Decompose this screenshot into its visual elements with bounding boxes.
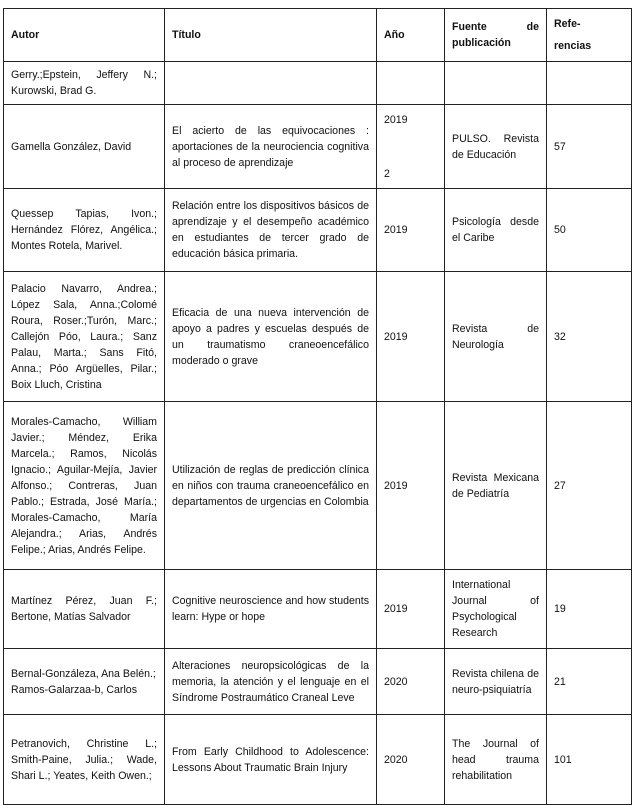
header-autor: Autor: [4, 9, 165, 62]
cell-fuente: The Journal of head trauma rehabilitation: [445, 715, 547, 805]
cell-titulo: El acierto de las equivocaciones : aportaciones de la neurociencia cognitiva al proceso de aprendizaje: [165, 105, 377, 189]
header-anio: Año: [377, 9, 445, 62]
cell-fuente: [445, 62, 547, 105]
table-row: [4, 272, 632, 402]
header-referencias: [547, 9, 632, 62]
header-refs-2: rencias: [554, 40, 592, 52]
cell-autor: Gamella González, David: [4, 105, 165, 189]
cell-titulo: Eficacia de una nueva intervención de apoyo a padres y escuelas después de un traumatismo craneoencefálico moderado o grave: [165, 272, 377, 402]
cell-refs: [547, 62, 632, 105]
table-row: [4, 105, 632, 189]
cell-autor: Gerry.;Epstein, Jeffery N.; Kurowski, Brad G.: [4, 62, 165, 105]
cell-refs: 32: [547, 272, 632, 402]
cell-fuente: PULSO. Revista de Educación: [445, 105, 547, 189]
cell-fuente: Revista de Neurología: [445, 272, 547, 402]
cell-fuente: Psicología desde el Caribe: [445, 189, 547, 272]
cell-refs: 27: [547, 402, 632, 570]
cell-anio: 2019: [377, 189, 445, 272]
header-row: [4, 9, 632, 62]
cell-titulo: Utilización de reglas de predicción clínica en niños con trauma craneoencefálico en departamentos de urgencias en Colombia: [165, 402, 377, 570]
cell-refs: 101: [547, 715, 632, 805]
header-fuente: Fuente de publicación: [445, 9, 547, 62]
anio-value: 2019: [384, 113, 408, 126]
table-row: [4, 402, 632, 570]
cell-anio: [377, 62, 445, 105]
cell-anio: [377, 105, 445, 189]
cell-autor: Bernal-Gonzáleza, Ana Belén.; Ramos-Galarzaa-b, Carlos: [4, 649, 165, 715]
cell-titulo: [165, 62, 377, 105]
table-row: [4, 715, 632, 805]
cell-autor: Quessep Tapias, Ivon.; Hernández Flórez, Angélica.; Montes Rotela, Marivel.: [4, 189, 165, 272]
table-row: [4, 62, 632, 105]
cell-anio: 2020: [377, 649, 445, 715]
table-row: [4, 189, 632, 272]
cell-anio: 2020: [377, 715, 445, 805]
cell-refs: 21: [547, 649, 632, 715]
cell-titulo: Cognitive neuroscience and how students learn: Hype or hope: [165, 570, 377, 649]
anio-extra: 2: [384, 167, 390, 180]
table-row: [4, 570, 632, 649]
cell-autor: Palacio Navarro, Andrea.; López Sala, Anna.;Colomé Roura, Roser.;Turón, Marc.; Callejón Póo, Laura.; Sanz Palau, Marta.; Sans Fitó, Anna.; Póo Argüelles, Pilar.; Boix Lluch, Cristina: [4, 272, 165, 402]
cell-titulo: Alteraciones neuropsicológicas de la memoria, la atención y el lenguaje en el Síndrome Postraumático Craneal Leve: [165, 649, 377, 715]
table-row: [4, 649, 632, 715]
cell-fuente: Revista chilena de neuro-psiquiatría: [445, 649, 547, 715]
cell-autor: Petranovich, Christine L.; Smith-Paine, Julia.; Wade, Shari L.; Yeates, Keith Owen.;: [4, 715, 165, 805]
cell-fuente: Revista Mexicana de Pediatría: [445, 402, 547, 570]
cell-anio: 2019: [377, 570, 445, 649]
cell-anio: 2019: [377, 272, 445, 402]
cell-refs: 19: [547, 570, 632, 649]
cell-titulo: Relación entre los dispositivos básicos de aprendizaje y el desempeño académico en estudiantes de tercer grado de educación básica primaria.: [165, 189, 377, 272]
cell-autor: Martínez Pérez, Juan F.; Bertone, Matías Salvador: [4, 570, 165, 649]
header-refs-1: Refe-: [554, 18, 581, 30]
cell-anio: 2019: [377, 402, 445, 570]
cell-refs: 57: [547, 105, 632, 189]
cell-fuente: International Journal of Psychological Research: [445, 570, 547, 649]
cell-titulo: From Early Childhood to Adolescence: Lessons About Traumatic Brain Injury: [165, 715, 377, 805]
cell-refs: 50: [547, 189, 632, 272]
cell-autor: Morales-Camacho, William Javier.; Méndez, Erika Marcela.; Ramos, Nicolás Ignacio.; Aguilar-Mejía, Javier Alfonso.; Contreras, Juan Pablo.; Estrada, José María.; Morales-Camacho, María Alejandra.; Arias, Andrés Felipe.; Arias, Andrés Felipe.: [4, 402, 165, 570]
header-titulo: Título: [165, 9, 377, 62]
references-table: [3, 8, 632, 805]
